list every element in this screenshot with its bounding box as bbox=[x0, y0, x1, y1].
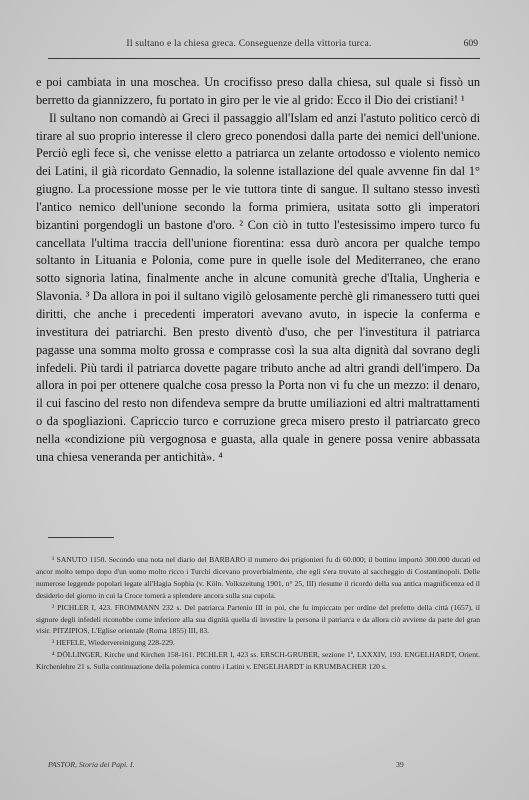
footnote-4: ⁴ DÖLLINGER, Kirche und Kirchen 158-161. PICHLER I, 423 ss. ERSCH-GRUBER, sezione 1ª, LXXXIV, 193. ENGELHARDT, Orient. Kirchenlehre 21 s. Sulla continuazione della polemica contro i Latini v. ENGELHARDT in KRUMBACHER 120 s. bbox=[36, 650, 480, 672]
main-text bbox=[36, 74, 480, 467]
footnote-rule bbox=[48, 537, 114, 538]
page-number: 609 bbox=[463, 38, 478, 49]
running-title: Il sultano e la chiesa greca. Conseguenze della vittoria turca. bbox=[126, 38, 372, 49]
footnotes bbox=[36, 554, 480, 673]
signature-number: 39 bbox=[396, 760, 404, 769]
printer-signature: PASTOR, Storia dei Papi. I. bbox=[48, 760, 135, 769]
paragraph: e poi cambiata in una moschea. Un crocifisso preso dalla chiesa, sul quale si fissò un berretto da giannizzero, fu portato in giro per le vie al grido: Ecco il Dio dei cristiani! ¹ bbox=[36, 75, 480, 107]
header-rule bbox=[48, 58, 480, 59]
paragraph: Il sultano non comandò ai Greci il passaggio all'Islam ed anzi l'astuto politico cercò di tirare al suo proprio interesse il clero greco ponendosi dalla parte dei nemici dell'unione. Perciò egli fece sì, che venisse eletto a patriarca un zelante ortodosso e violento nemico dei Latini, il già ricordato Gennadio, la solenne istallazione del quale avvenne fin dal 1° giugno. La processione mosse per le vie tuttora tinte di sangue. Il sultano stesso investì l'antico nemico dell'unione secondo la forma primiera, usitata sotto gli imperatori bizantini porgendogli un bastone d'oro. ² Con ciò in tutto l'estesissimo impero turco fu cancellata l'ultima traccia dell'unione fiorentina: essa durò ancora per qualche tempo soltanto in Lituania e Polonia, come pure in quelle isole del Mediterraneo, che erano sotto signoria latina, finalmente anche in alcune comunità greche d'Italia, Ungheria e Slavonia. ³ Da allora in poi il sultano vigilò gelosamente perchè gli rimanessero tutti quei diritti, che anche i precedenti imperatori avevano avuto, in ispecie la conferma e investitura dei patriarchi. Ben presto diventò d'uso, che per l'investitura il patriarca pagasse una somma molto grossa e comprasse così la sua alta dignità dal sovrano degli infedeli. Più tardi il patriarca dovette pagare tributo anche ad altri grandi dell'impero. Da allora in poi per ottenere qualche cosa presso la Porta non vi fu che un mezzo: il denaro, il cui fascino del resto non difendeva sempre da brutte umiliazioni ed altri maltrattamenti o da spogliazioni. Capriccio turco e corruzione greca misero presto il patriarcato greco nella «condizione più vergognosa e guasta, alla quale in genere possa venire abbassata una chiesa veneranda per antichità». ⁴ bbox=[36, 110, 480, 464]
footnote-1: ¹ SANUTO 1150. Secondo una nota nel diario del BARBARO il numero dei prigionieri fu di 60.000; il bottino importò 300.000 ducati ed ancor molto tempo dopo d'un uomo molto ricco i Turchi dicevano proverbialmente, che egli s'era trovato al saccheggio di Costantinopoli. Delle numerose leggende popolari legate all'Hagia Sophia (v. Köln. Volkszeitung 1901, n° 25, III) riesume il ricordo della sua antica magnificenza ed il desiderio del giorno in cui la Croce tornerà a splendere ancora sulla sua cupola. bbox=[36, 555, 480, 600]
footnote-2: ² PICHLER I, 423. FROMMANN 232 s. Del patriarca Partenio III in poi, che fu impiccato per ordine del prefetto della città (1657), il signore degli infedeli riconobbe come inferiore alla sua dignità quella di investire la persona il patriarca e da allora ciò avviene da parte del gran visir. PITZIPIOS, L'Eglise orientale (Roma 1855) III, 83. bbox=[36, 602, 480, 636]
footnote-3: ³ HEFELE, Wiedervereinigung 228-229. bbox=[52, 638, 175, 648]
